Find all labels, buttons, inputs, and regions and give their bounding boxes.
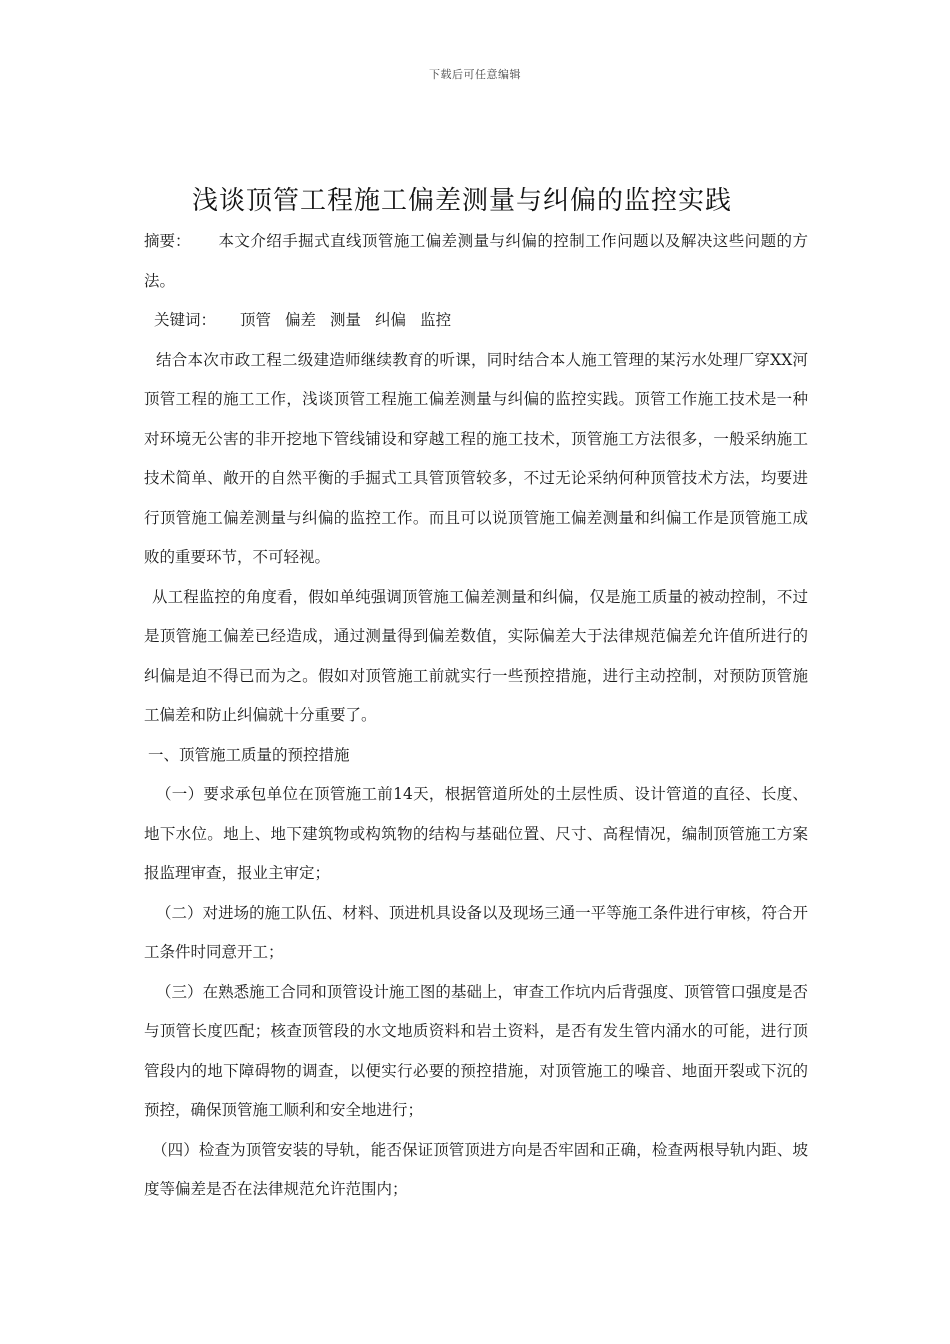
intro-paragraph: 结合本次市政工程二级建造师继续教育的听课，同时结合本人施工管理的某污水处理厂穿XX河顶管工程的施工工作，浅谈顶管工程施工偏差测量与纠偏的监控实践。顶管工作施工技术是一种对环境无公害的非开挖地下管线铺设和穿越工程的施工技术，顶管施工方法很多，一般采纳施工技术简单、敞开的自然平衡的手掘式工具管顶管较多，不过无论采纳何种顶管技术方法，均要进行顶管施工偏差测量与纠偏的监控工作。而且可以说顶管施工偏差测量和纠偏工作是顶管施工成败的重要环节，不可轻视。 (144, 350, 808, 566)
document-body (144, 222, 808, 1210)
list-item-4: （四）检查为顶管安装的导轨，能否保证顶管顶进方向是否牢固和正确，检查两根导轨内距、坡度等偏差是否在法律规范允许范围内； (144, 1140, 808, 1198)
keywords-line (144, 301, 808, 341)
keyword: 顶管 (240, 311, 272, 329)
abstract-text: 本文介绍手掘式直线顶管施工偏差测量与纠偏的控制工作问题以及解决这些问题的方法。 (144, 232, 808, 290)
document-title: 浅谈顶管工程施工偏差测量与纠偏的监控实践 (191, 186, 732, 216)
keyword: 偏差 (285, 311, 317, 329)
keyword: 纠偏 (375, 311, 407, 329)
keyword: 测量 (330, 311, 362, 329)
keyword: 监控 (420, 311, 452, 329)
keywords-label: 关键词： (154, 311, 217, 329)
list-item-2: （二）对进场的施工队伍、材料、顶进机具设备以及现场三通一平等施工条件进行审核，符合开工条件时同意开工； (144, 903, 808, 961)
header-note: 下载后可任意编辑 (429, 68, 521, 81)
list-item-1: （一）要求承包单位在顶管施工前14天，根据管道所处的土层性质、设计管道的直径、长度、地下水位。地上、地下建筑物或构筑物的结构与基础位置、尺寸、高程情况，编制顶管施工方案报监理审查，报业主审定； (144, 785, 808, 882)
section-heading: 一、顶管施工质量的预控措施 (148, 745, 350, 764)
abstract-paragraph (144, 222, 808, 301)
list-item-3: （三）在熟悉施工合同和顶管设计施工图的基础上，审查工作坑内后背强度、顶管管口强度是否与顶管长度匹配；核查顶管段的水文地质资料和岩土资料，是否有发生管内涌水的可能，进行顶管段内的地下障碍物的调查，以便实行必要的预控措施，对顶管施工的噪音、地面开裂或下沉的预控，确保顶管施工顺利和安全地进行； (144, 982, 808, 1119)
monitoring-paragraph: 从工程监控的角度看，假如单纯强调顶管施工偏差测量和纠偏，仅是施工质量的被动控制，不过是顶管施工偏差已经造成，通过测量得到偏差数值，实际偏差大于法律规范偏差允许值所进行的纠偏是迫不得已而为之。假如对顶管施工前就实行一些预控措施，进行主动控制，对预防顶管施工偏差和防止纠偏就十分重要了。 (144, 587, 808, 724)
abstract-label: 摘要： (144, 232, 191, 250)
